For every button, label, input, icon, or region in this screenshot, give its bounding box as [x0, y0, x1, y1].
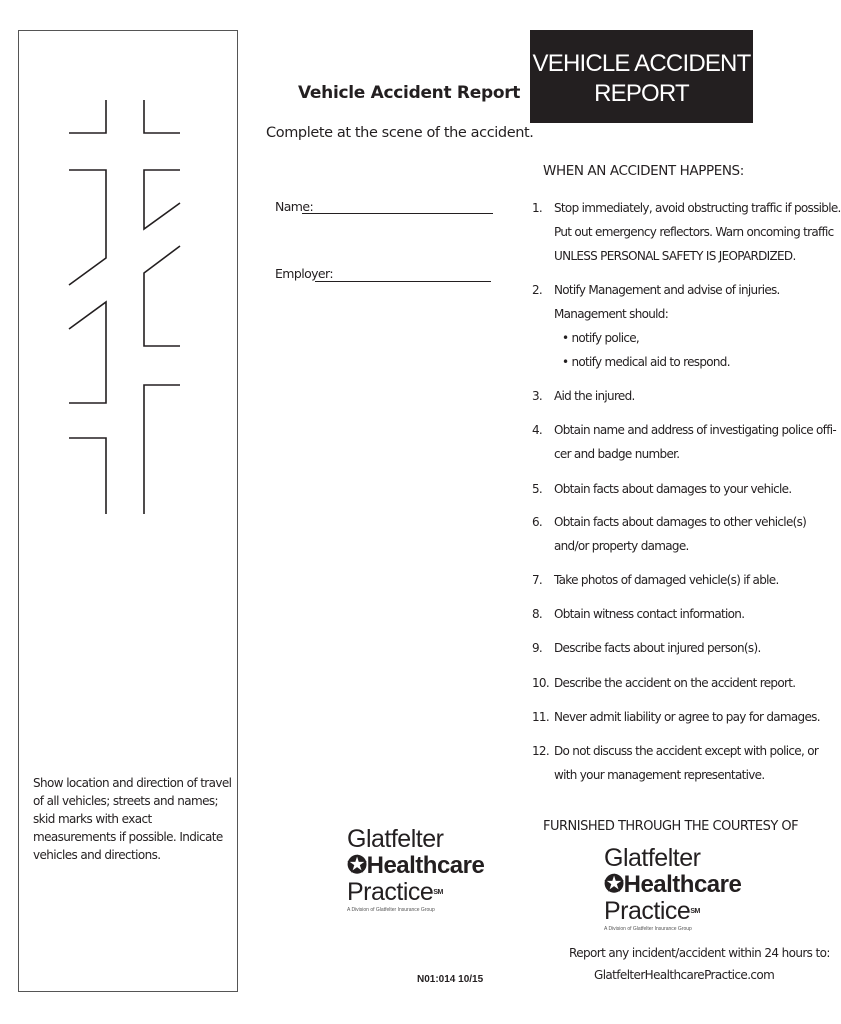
step-text: Never admit liability or agree to pay for damages.: [554, 710, 820, 724]
step-number: 12.: [532, 744, 549, 758]
logo-line-3: [347, 879, 484, 906]
form-code: N01:014 10/15: [417, 974, 484, 985]
step-number: 4.: [532, 423, 543, 437]
step-text: Obtain facts about damages to your vehicle.: [554, 482, 792, 496]
road-edge: [69, 438, 106, 514]
road-edge: [69, 302, 106, 403]
name-field[interactable]: [302, 213, 493, 214]
step-number: 9.: [532, 641, 543, 655]
step-number: 1.: [532, 201, 543, 215]
step-text: Aid the injured.: [554, 389, 635, 403]
logo-line-1: Glatfelter: [604, 844, 701, 872]
step-text: • notify medical aid to respond.: [562, 355, 730, 369]
step-text: Notify Management and advise of injuries.: [554, 283, 780, 297]
step-text: Obtain witness contact information.: [554, 607, 745, 621]
road-edge: [144, 385, 180, 514]
road-edge: [69, 100, 106, 133]
furnished-text: FURNISHED THROUGH THE COURTESY OF: [543, 819, 799, 834]
step-text: UNLESS PERSONAL SAFETY IS JEOPARDIZED.: [554, 249, 796, 263]
report-banner: [530, 30, 753, 123]
step-text: Obtain facts about damages to other vehicle(s): [554, 515, 807, 529]
step-number: 6.: [532, 515, 543, 529]
step-number: 2.: [532, 283, 543, 297]
report-instruction: Report any incident/accident within 24 hours to:: [569, 946, 830, 960]
road-edge: [144, 100, 180, 133]
step-text: Obtain name and address of investigating police offi-: [554, 423, 836, 437]
logo-line-3: [604, 898, 741, 925]
step-text: Describe the accident on the accident report.: [554, 676, 796, 690]
logo-line-2: [347, 853, 484, 879]
company-logo-2: [604, 845, 741, 932]
step-text: Do not discuss the accident except with police, or: [554, 744, 819, 758]
logo-division: A Division of Glatfelter Insurance Group: [604, 926, 692, 932]
intersection-diagram: [0, 0, 250, 560]
step-number: 5.: [532, 482, 543, 496]
step-number: 3.: [532, 389, 543, 403]
employer-label: Employer:: [275, 266, 333, 281]
logo-line-2-text: Healthcare: [366, 852, 485, 879]
service-mark: SM: [433, 889, 443, 896]
step-number: 7.: [532, 573, 543, 587]
step-text: Stop immediately, avoid obstructing traffic if possible.: [554, 201, 841, 215]
logo-line-1: Glatfelter: [347, 825, 444, 853]
road-edge: [144, 246, 180, 346]
company-logo: [347, 826, 484, 913]
road-edge: [69, 170, 106, 285]
employer-field[interactable]: [315, 281, 491, 282]
logo-line-3-text: Practice: [347, 878, 434, 906]
step-text: • notify police,: [562, 331, 640, 345]
road-edge: [144, 170, 180, 229]
step-text: Management should:: [554, 307, 669, 321]
logo-mark-icon: ✪: [604, 871, 624, 898]
name-label: Name:: [275, 199, 314, 214]
banner-line-2: REPORT: [594, 80, 689, 107]
form-subtitle: Complete at the scene of the accident.: [266, 125, 534, 141]
form-title: Vehicle Accident Report: [298, 83, 521, 103]
diagram-caption: Show location and direction of travel of all vehicles; streets and names; skid marks with exact measurements if possible. Indicate vehicles and directions.: [33, 776, 232, 862]
logo-line-2-text: Healthcare: [623, 871, 742, 898]
step-number: 8.: [532, 607, 543, 621]
banner-line-1: VEHICLE ACCIDENT: [532, 50, 751, 77]
step-text: and/or property damage.: [554, 539, 689, 553]
step-text: Put out emergency reflectors. Warn oncoming traffic: [554, 225, 834, 239]
steps-heading: WHEN AN ACCIDENT HAPPENS:: [543, 163, 744, 179]
logo-mark-icon: ✪: [347, 852, 367, 879]
step-number: 11.: [532, 710, 549, 724]
service-mark: SM: [690, 908, 700, 915]
logo-line-3-text: Practice: [604, 897, 691, 925]
logo-line-2: [604, 872, 741, 898]
step-text: cer and badge number.: [554, 447, 680, 461]
website-link[interactable]: GlatfelterHealthcarePractice.com: [594, 968, 775, 982]
step-text: Describe facts about injured person(s).: [554, 641, 761, 655]
step-text: Take photos of damaged vehicle(s) if able.: [554, 573, 779, 587]
step-number: 10.: [532, 676, 549, 690]
step-text: with your management representative.: [554, 768, 765, 782]
logo-division: A Division of Glatfelter Insurance Group: [347, 907, 435, 913]
